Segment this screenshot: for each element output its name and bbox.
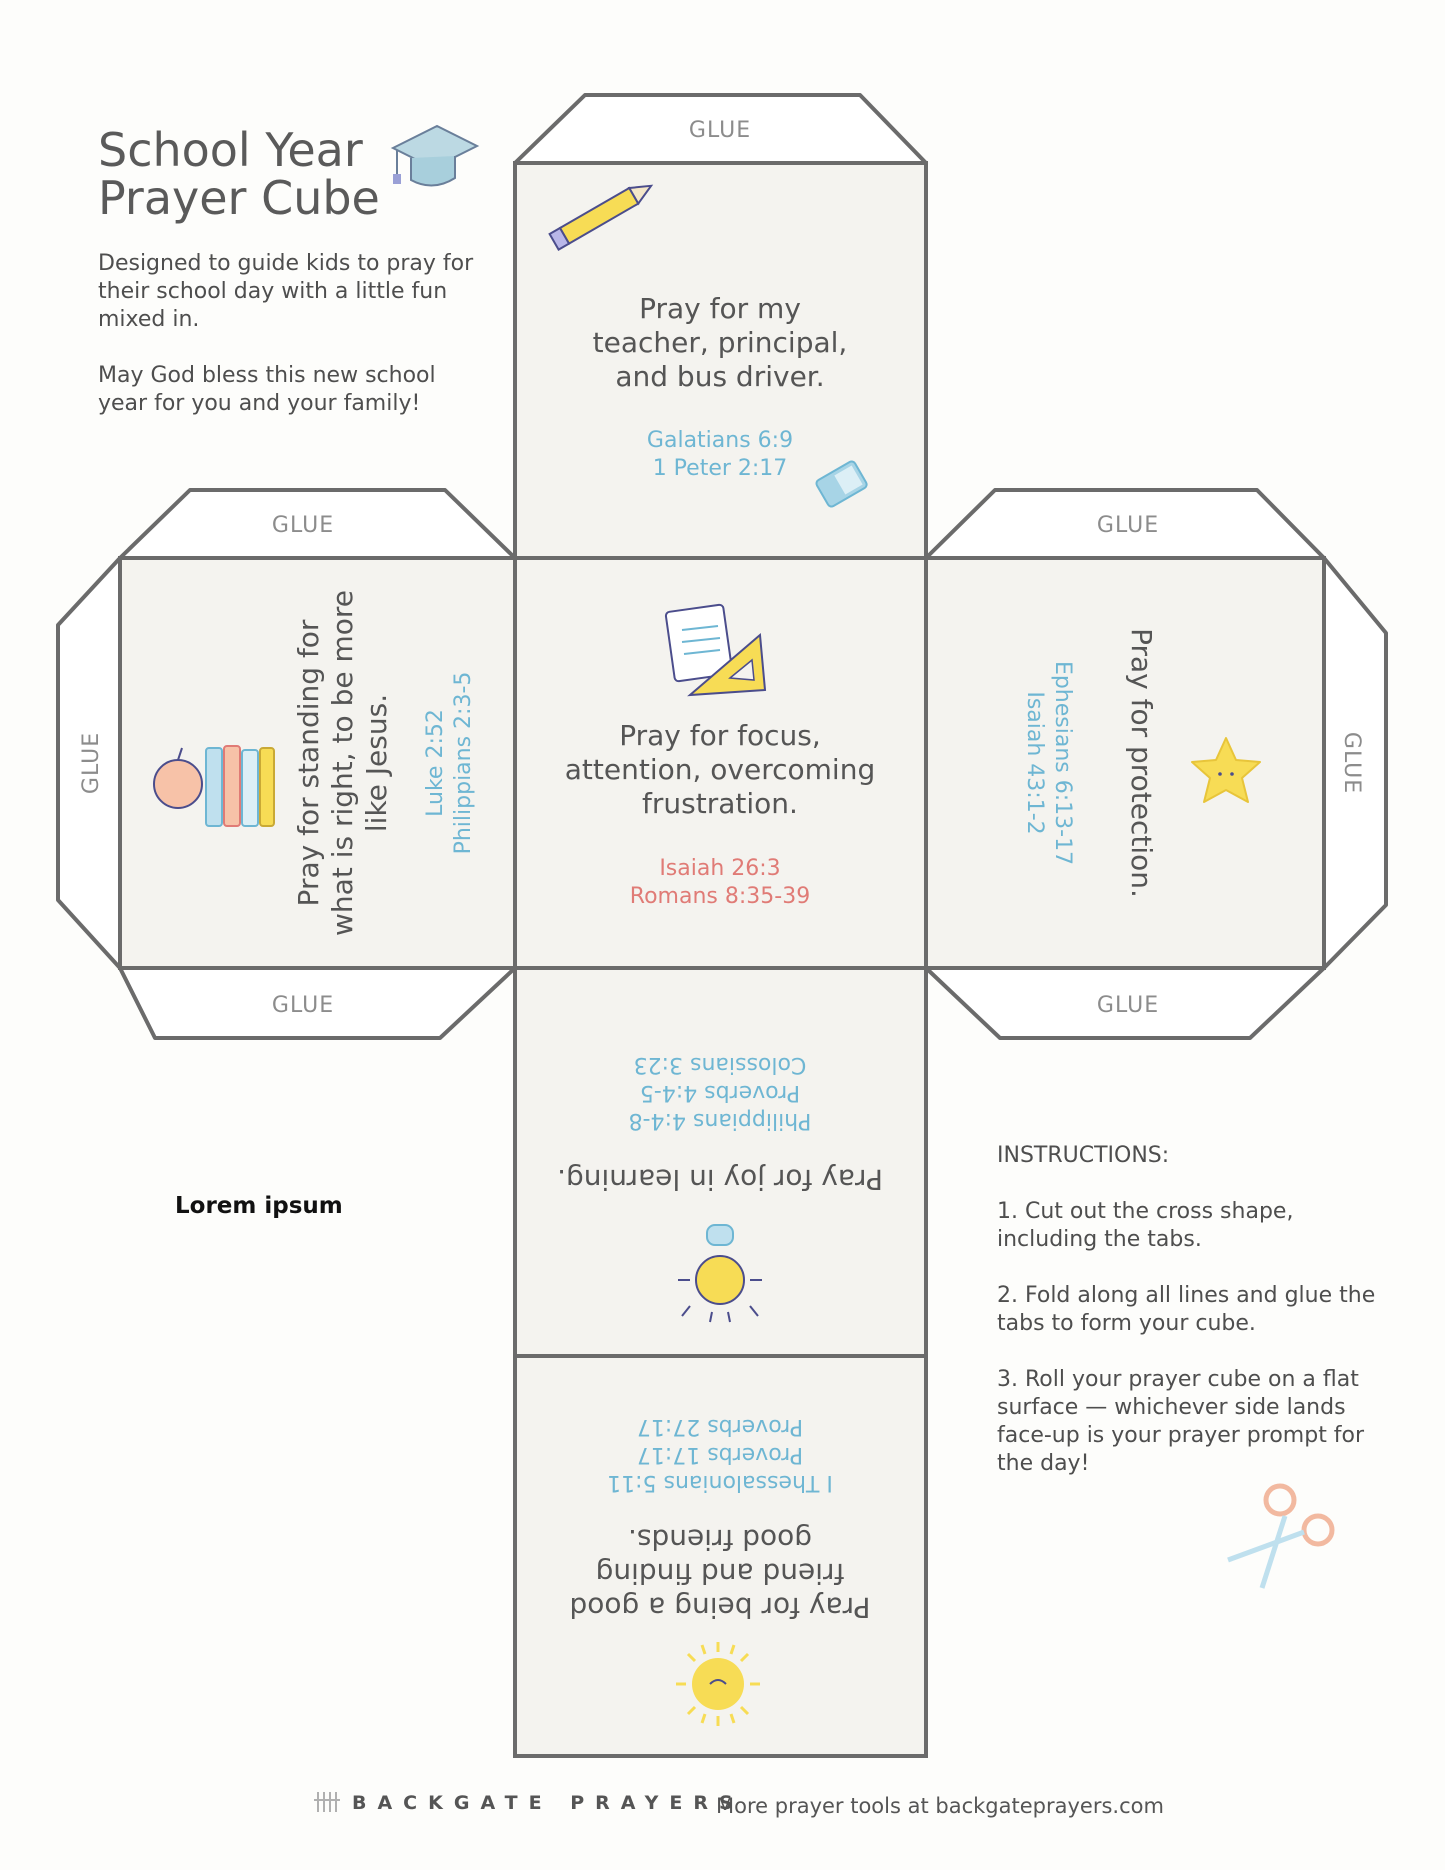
left-face-line-1: Pray for standing for bbox=[292, 619, 325, 907]
glue-label-left-bottom: GLUE bbox=[271, 993, 335, 1018]
footer-link[interactable]: More prayer tools at backgateprayers.com bbox=[716, 1794, 1164, 1818]
instructions bbox=[997, 1142, 1377, 1506]
top-face-line-1: Pray for my bbox=[639, 292, 801, 325]
center-face-verse-1: Isaiah 26:3 bbox=[659, 856, 781, 881]
right-face-verse-2: Isaiah 43:1-2 bbox=[1022, 691, 1047, 835]
top-face-line-2: teacher, principal, bbox=[592, 326, 848, 359]
center-face-line-3: frustration. bbox=[642, 787, 798, 820]
bottom2-face-line-1: Pray for being a good bbox=[569, 1591, 871, 1624]
center-face-verse-2: Romans 8:35-39 bbox=[629, 884, 811, 909]
instructions-heading: INSTRUCTIONS: bbox=[997, 1143, 1170, 1168]
bottom1-face-verse-3: Colossians 3:23 bbox=[633, 1052, 807, 1077]
glue-label-right-bottom: GLUE bbox=[1096, 993, 1160, 1018]
center-face-line-1: Pray for focus, bbox=[619, 719, 821, 752]
footer-brand: BACKGATE PRAYERS bbox=[352, 1792, 744, 1814]
glue-label-right-side: GLUE bbox=[1339, 731, 1364, 795]
instructions-step-2: 2. Fold along all lines and glue the tabs to form your cube. bbox=[997, 1283, 1376, 1336]
intro-paragraph-2: May God bless this new school year for you and your family! bbox=[98, 363, 436, 416]
bottom2-face-verse-1: I Thessalonians 5:11 bbox=[607, 1470, 833, 1495]
right-face-verse-1: Ephesians 6:13-17 bbox=[1050, 660, 1075, 866]
bottom2-face-verse-2: Proverbs 17:17 bbox=[636, 1442, 804, 1467]
bottom1-face-verse-1: Philippians 4:4-8 bbox=[628, 1108, 812, 1133]
center-face-line-2: attention, overcoming bbox=[564, 753, 876, 786]
glue-label-right-top: GLUE bbox=[1096, 513, 1160, 538]
bottom1-face-verse-2: Proverbs 4:4-5 bbox=[639, 1080, 801, 1105]
glue-label-top: GLUE bbox=[688, 118, 752, 143]
top-face-verse-1: Galatians 6:9 bbox=[646, 428, 794, 453]
bottom2-face-line-3: good friends. bbox=[627, 1523, 813, 1556]
left-face-line-2: what is right, to be more bbox=[326, 590, 359, 936]
right-face-line-1: Pray for protection. bbox=[1125, 628, 1158, 898]
brand-logo-icon bbox=[314, 1790, 340, 1814]
bottom1-face-line-1: Pray for joy in learning. bbox=[557, 1163, 883, 1196]
lorem-placeholder: Lorem ipsum bbox=[175, 1193, 343, 1219]
title-line-2: Prayer Cube bbox=[98, 171, 380, 225]
intro-paragraph-1: Designed to guide kids to pray for their school day with a little fun mixed in. bbox=[98, 251, 474, 332]
top-face-verse-2: 1 Peter 2:17 bbox=[652, 456, 788, 481]
face-right bbox=[926, 558, 1324, 968]
left-face-verse-2: Philippians 2:3-5 bbox=[451, 671, 476, 855]
left-face-verse-1: Luke 2:52 bbox=[423, 709, 448, 817]
title-line-1: School Year bbox=[98, 123, 363, 177]
instructions-step-1: 1. Cut out the cross shape, including the tabs. bbox=[997, 1199, 1294, 1252]
top-face-line-3: and bus driver. bbox=[615, 360, 825, 393]
glue-label-left-side: GLUE bbox=[79, 731, 104, 795]
bottom2-face-verse-3: Proverbs 27:17 bbox=[636, 1414, 804, 1439]
glue-label-left-top: GLUE bbox=[271, 513, 335, 538]
left-face-line-3: like Jesus. bbox=[360, 693, 393, 833]
bottom2-face-line-2: friend and finding bbox=[595, 1557, 845, 1590]
instructions-step-3: 3. Roll your prayer cube on a flat surface — whichever side lands face-up is your prayer prompt for the day! bbox=[997, 1367, 1365, 1476]
